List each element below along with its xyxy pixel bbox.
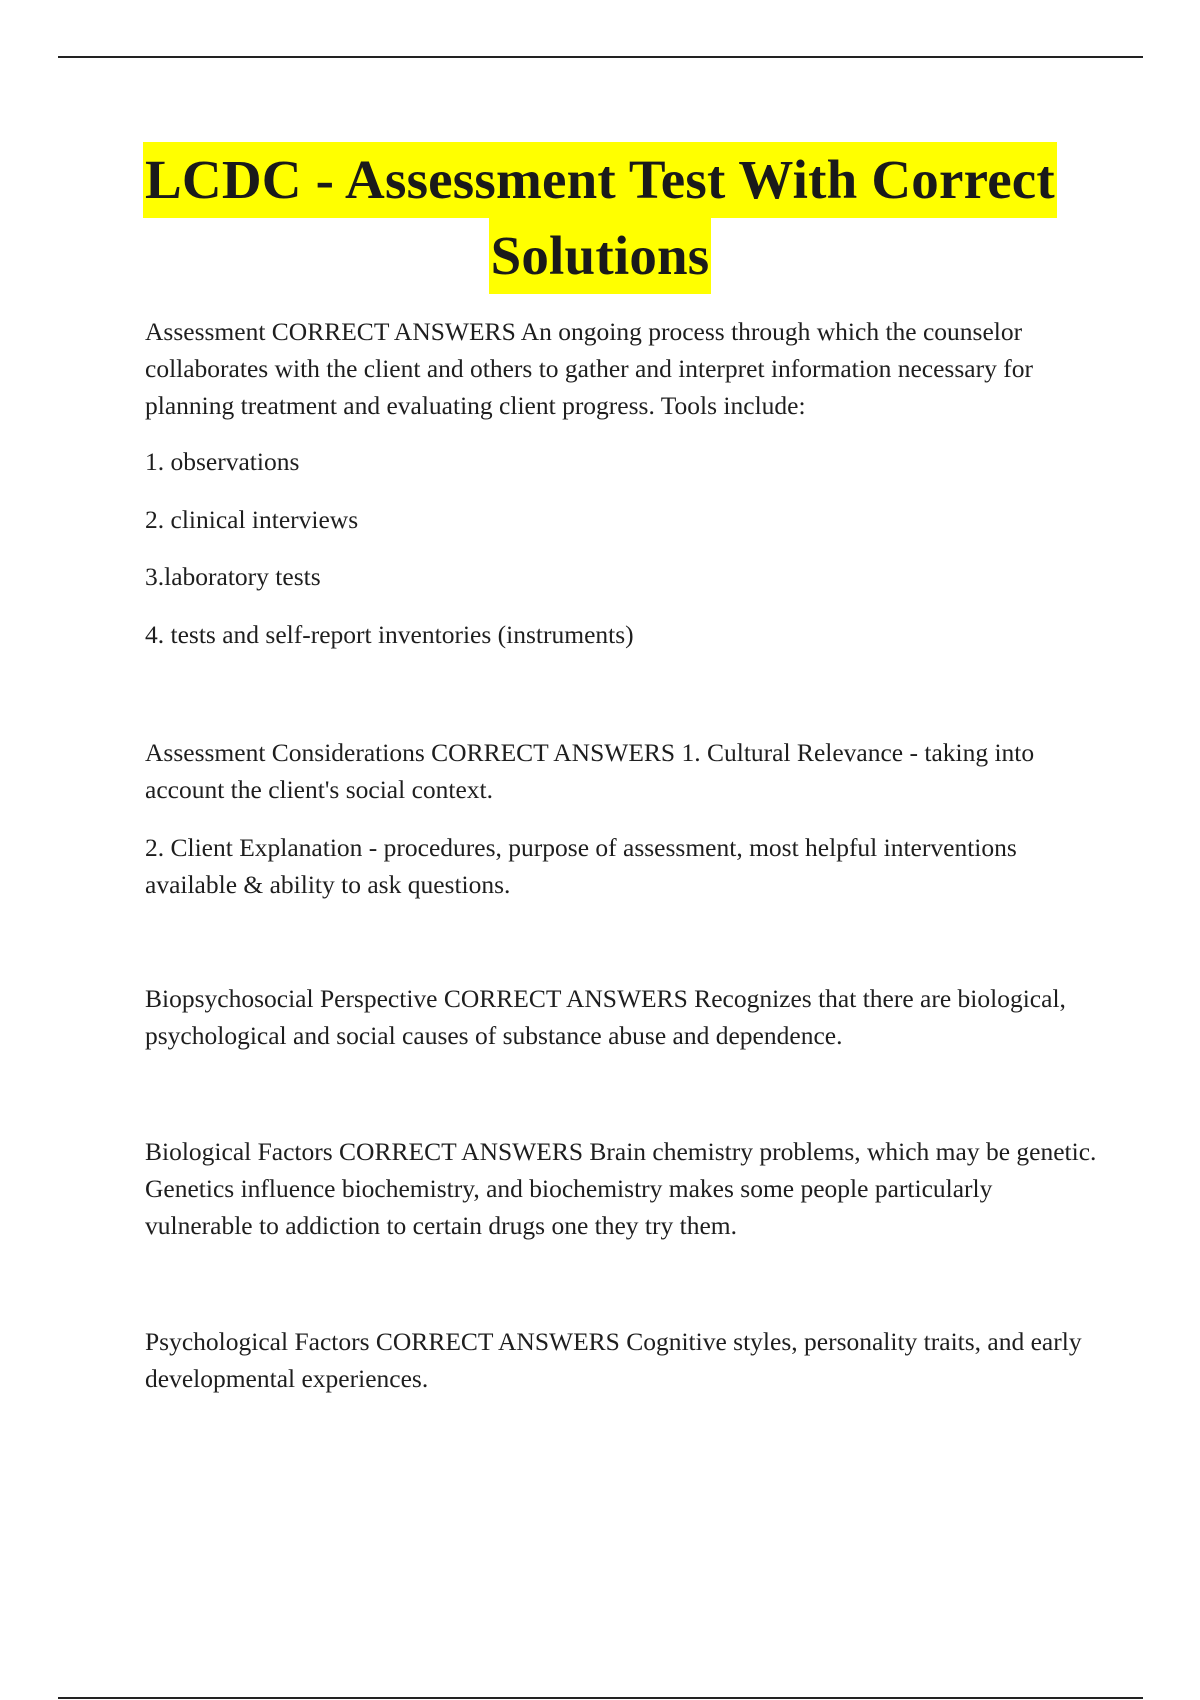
title-line-1: LCDC - Assessment Test With Correct xyxy=(143,142,1057,218)
entry-paragraph: Assessment CORRECT ANSWERS An ongoing process through which the counselor collaborates with the client and others to gather and interpret information necessary for planning treatment and evaluating client progress. Tools include: xyxy=(145,317,1033,420)
entry-assessment-considerations xyxy=(145,734,1105,903)
list-item: 3.laboratory tests xyxy=(145,562,321,591)
bottom-rule xyxy=(58,1697,1143,1699)
document-title xyxy=(0,142,1200,294)
title-line-2: Solutions xyxy=(489,218,712,294)
entry-paragraph: Assessment Considerations CORRECT ANSWERS 1. Cultural Relevance - taking into account the client's social context. xyxy=(145,738,1035,804)
entry-psychological-factors xyxy=(145,1323,1105,1397)
list-item: 2. clinical interviews xyxy=(145,505,359,534)
entry-assessment xyxy=(145,313,1105,653)
list-item: 1. observations xyxy=(145,447,300,476)
entry-paragraph: 2. Client Explanation - procedures, purpose of assessment, most helpful interventions available & ability to ask questions. xyxy=(145,833,1017,899)
top-rule xyxy=(58,56,1143,58)
entry-paragraph: Biopsychosocial Perspective CORRECT ANSWERS Recognizes that there are biological, psychological and social causes of substance abuse and dependence. xyxy=(145,984,1066,1050)
entry-paragraph: Biological Factors CORRECT ANSWERS Brain chemistry problems, which may be genetic. Genetics influence biochemistry, and biochemistry makes some people particularly vulnerable to addiction to certain drugs one they try them. xyxy=(145,1137,1097,1240)
entry-biopsychosocial-perspective xyxy=(145,980,1105,1054)
entry-biological-factors xyxy=(145,1133,1105,1244)
entry-paragraph: Psychological Factors CORRECT ANSWERS Cognitive styles, personality traits, and early developmental experiences. xyxy=(145,1327,1082,1393)
list-item: 4. tests and self-report inventories (instruments) xyxy=(145,620,634,649)
